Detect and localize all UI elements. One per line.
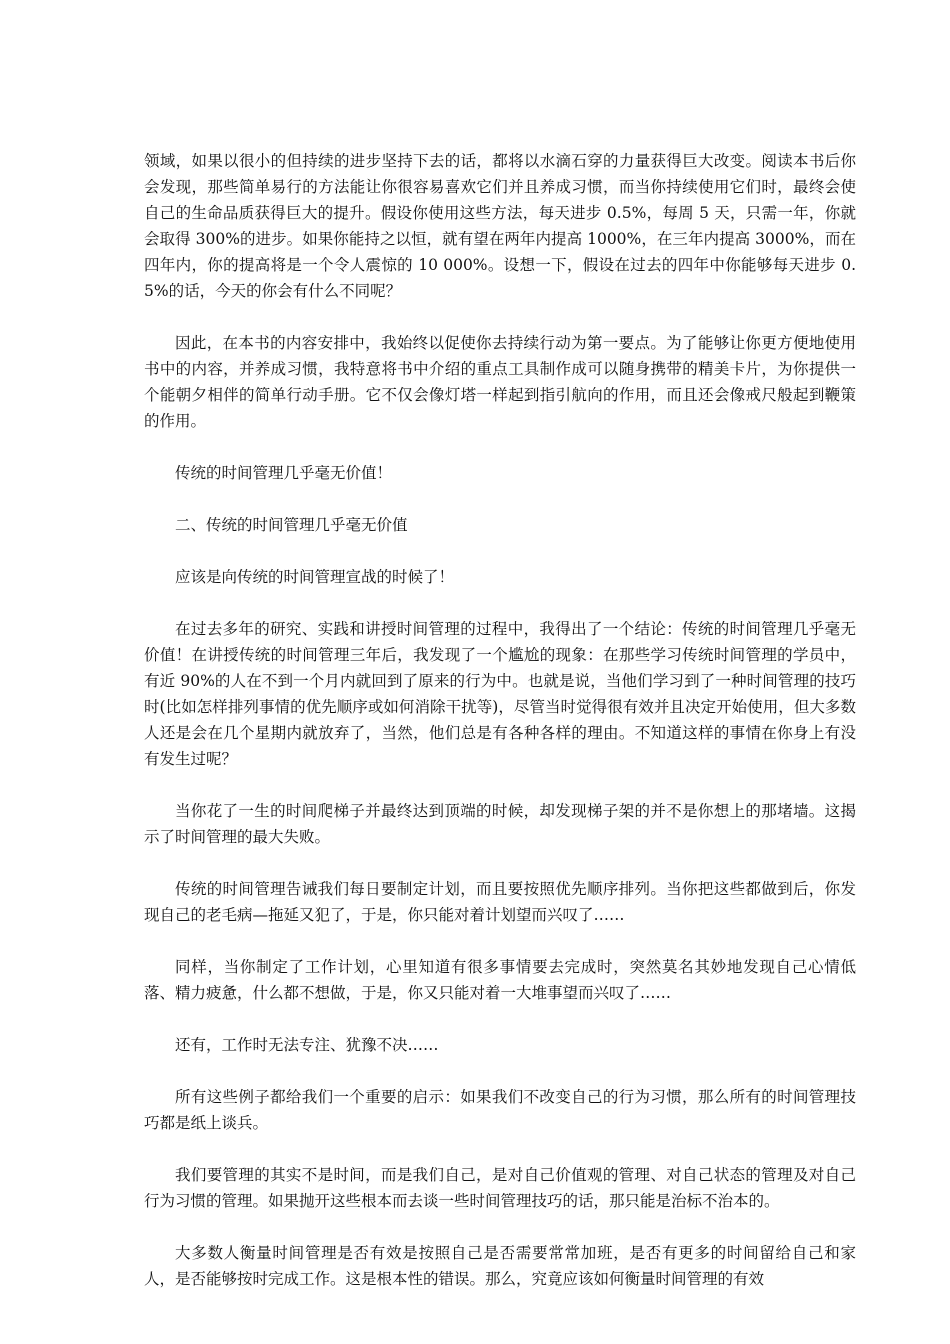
paragraph-manage-self: 我们要管理的其实不是时间，而是我们自己，是对自己价值观的管理、对自己状态的管理及对自己行为习惯的管理。如果抛开这些根本而去谈一些时间管理技巧的话，那只能是治标不治本的。 <box>144 1166 856 1210</box>
document-body <box>144 148 856 1318</box>
paragraph-action-cards: 因此，在本书的内容安排中，我始终以促使你去持续行动为第一要点。为了能够让你更方便地使用书中的内容，并养成习惯，我特意将书中介绍的重点工具制作成可以随身携带的精美卡片，为你提供一个能朝夕相伴的简单行动手册。它不仅会像灯塔一样起到指引航向的作用，而且还会像戒尺般起到鞭策的作用。 <box>144 334 856 430</box>
paragraph-planning: 传统的时间管理告诫我们每日要制定计划，而且要按照优先顺序排列。当你把这些都做到后，你发现自己的老毛病—拖延又犯了，于是，你只能对着计划望而兴叹了…… <box>144 880 856 924</box>
paragraph-continuation: 领域，如果以很小的但持续的进步坚持下去的话，都将以水滴石穿的力量获得巨大改变。阅读本书后你会发现，那些简单易行的方法能让你很容易喜欢它们并且养成习惯，而当你持续使用它们时，最终会使自己的生命品质获得巨大的提升。假设你使用这些方法，每天进步 0.5%，每周 5 天，只需一年，你就会取得 300%的进步。如果你能持之以恒，就有望在两年内提高 1000%，在三年内提高 3000%，而在四年内，你的提高将是一个令人震惊的 10 000%。设想一下，假设在过去的四年中你能够每天进步 0.5%的话，今天的你会有什么不同呢？ <box>144 152 856 300</box>
paragraph-conclusion: 在过去多年的研究、实践和讲授时间管理的过程中，我得出了一个结论：传统的时间管理几乎毫无价值！在讲授传统的时间管理三年后，我发现了一个尴尬的现象：在那些学习传统时间管理的学员中，有近 90%的人在不到一个月内就回到了原来的行为中。也就是说，当他们学习到了一种时间管理的技巧时(比如怎样排列事情的优先顺序或如何消除干扰等)，尽管当时觉得很有效并且决定开始使用，但大多数人还是会在几个星期内就放弃了，当然，他们总是有各种各样的理由。不知道这样的事情在你身上有没有发生过呢？ <box>144 620 856 768</box>
paragraph-measure: 大多数人衡量时间管理是否有效是按照自己是否需要常常加班，是否有更多的时间留给自己和家人，是否能够按时完成工作。这是根本性的错误。那么，究竟应该如何衡量时间管理的有效 <box>144 1244 856 1288</box>
paragraph-focus: 还有，工作时无法专注、犹豫不决…… <box>175 1036 439 1054</box>
paragraph-insight: 所有这些例子都给我们一个重要的启示：如果我们不改变自己的行为习惯，那么所有的时间管理技巧都是纸上谈兵。 <box>144 1088 856 1132</box>
paragraph-low-mood: 同样，当你制定了工作计划，心里知道有很多事情要去完成时，突然莫名其妙地发现自己心情低落、精力疲惫，什么都不想做，于是，你又只能对着一大堆事望而兴叹了…… <box>144 958 856 1002</box>
section-heading-2: 二、传统的时间管理几乎毫无价值 <box>175 516 408 534</box>
paragraph-ladder: 当你花了一生的时间爬梯子并最终达到顶端的时候，却发现梯子架的并不是你想上的那堵墙。这揭示了时间管理的最大失败。 <box>144 802 856 846</box>
paragraph-declare-war: 应该是向传统的时间管理宣战的时候了！ <box>175 568 455 586</box>
paragraph-heading-worthless: 传统的时间管理几乎毫无价值！ <box>175 464 393 482</box>
